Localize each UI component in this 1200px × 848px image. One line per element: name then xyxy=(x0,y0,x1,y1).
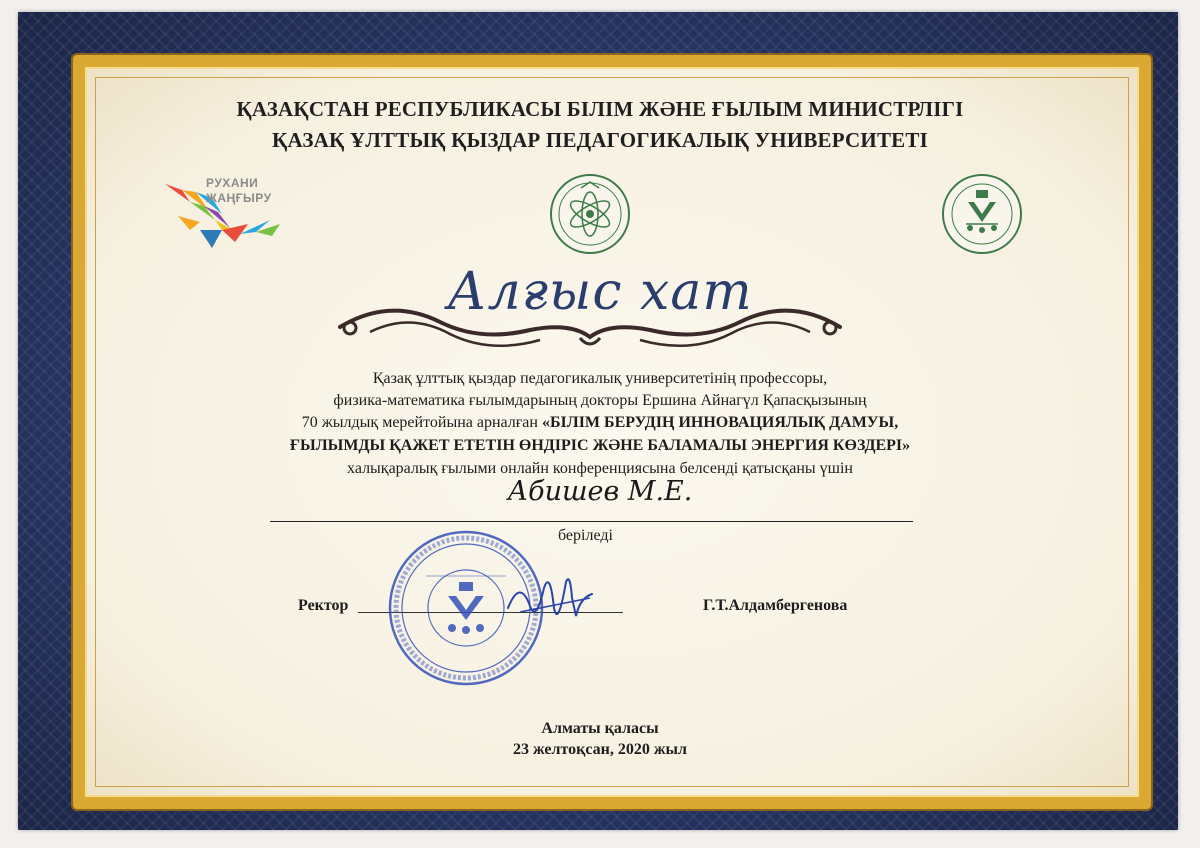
rector-name: Г.Т.Алдамбергенова xyxy=(703,597,848,614)
gold-frame xyxy=(73,55,1151,809)
city-text: Алматы қаласы xyxy=(541,720,659,737)
body-line-3 xyxy=(0,414,1200,432)
ministry-heading: ҚАЗАҚСТАН РЕСПУБЛИКАСЫ БІЛІМ ЖӘНЕ ҒЫЛЫМ МИНИСТРЛІГІ xyxy=(236,97,964,121)
body-line-5: халықаралық ғылыми онлайн конференциясына белсенді қатысқаны үшін xyxy=(347,460,853,477)
conference-emblem-icon xyxy=(548,172,632,256)
rukhani-text-1: РУХАНИ xyxy=(206,176,259,190)
university-emblem-icon xyxy=(940,172,1024,256)
body-line-1: Қазақ ұлттық қыздар педагогикалық университетінің профессоры, xyxy=(372,370,828,387)
recipient-underline xyxy=(270,521,913,522)
rukhani-text-2: ЖАҢҒЫРУ xyxy=(206,191,272,205)
rector-label: Ректор xyxy=(298,597,349,614)
conference-title-part-2: ҒЫЛЫМДЫ ҚАЖЕТ ЕТЕТІН ӨНДІРІС ЖӘНЕ БАЛАМАЛЫ ЭНЕРГИЯ КӨЗДЕРІ» xyxy=(289,437,911,454)
certificate-title: Алғыс хат xyxy=(447,262,753,322)
given-text: беріледі xyxy=(558,527,613,544)
ornamental-flourish-icon xyxy=(330,292,850,362)
rector-signature-icon xyxy=(500,568,600,638)
university-heading: ҚАЗАҚ ҰЛТТЫҚ ҚЫЗДАР ПЕДАГОГИКАЛЫҚ УНИВЕРСИТЕТІ xyxy=(272,128,928,152)
body-line-2: физика-математика ғылымдарының докторы Ершина Айнагүл Қапасқызының xyxy=(333,392,867,409)
body-line-4 xyxy=(0,437,1200,455)
recipient-name: Абишев М.Е. xyxy=(507,476,693,507)
conference-title-part-1: «БІЛІМ БЕРУДІҢ ИННОВАЦИЯЛЫҚ ДАМУЫ, xyxy=(541,414,899,431)
body-line-3-plain: 70 жылдық мерейтойына арналған xyxy=(301,414,542,431)
date-text: 23 желтоқсан, 2020 жыл xyxy=(513,741,687,758)
